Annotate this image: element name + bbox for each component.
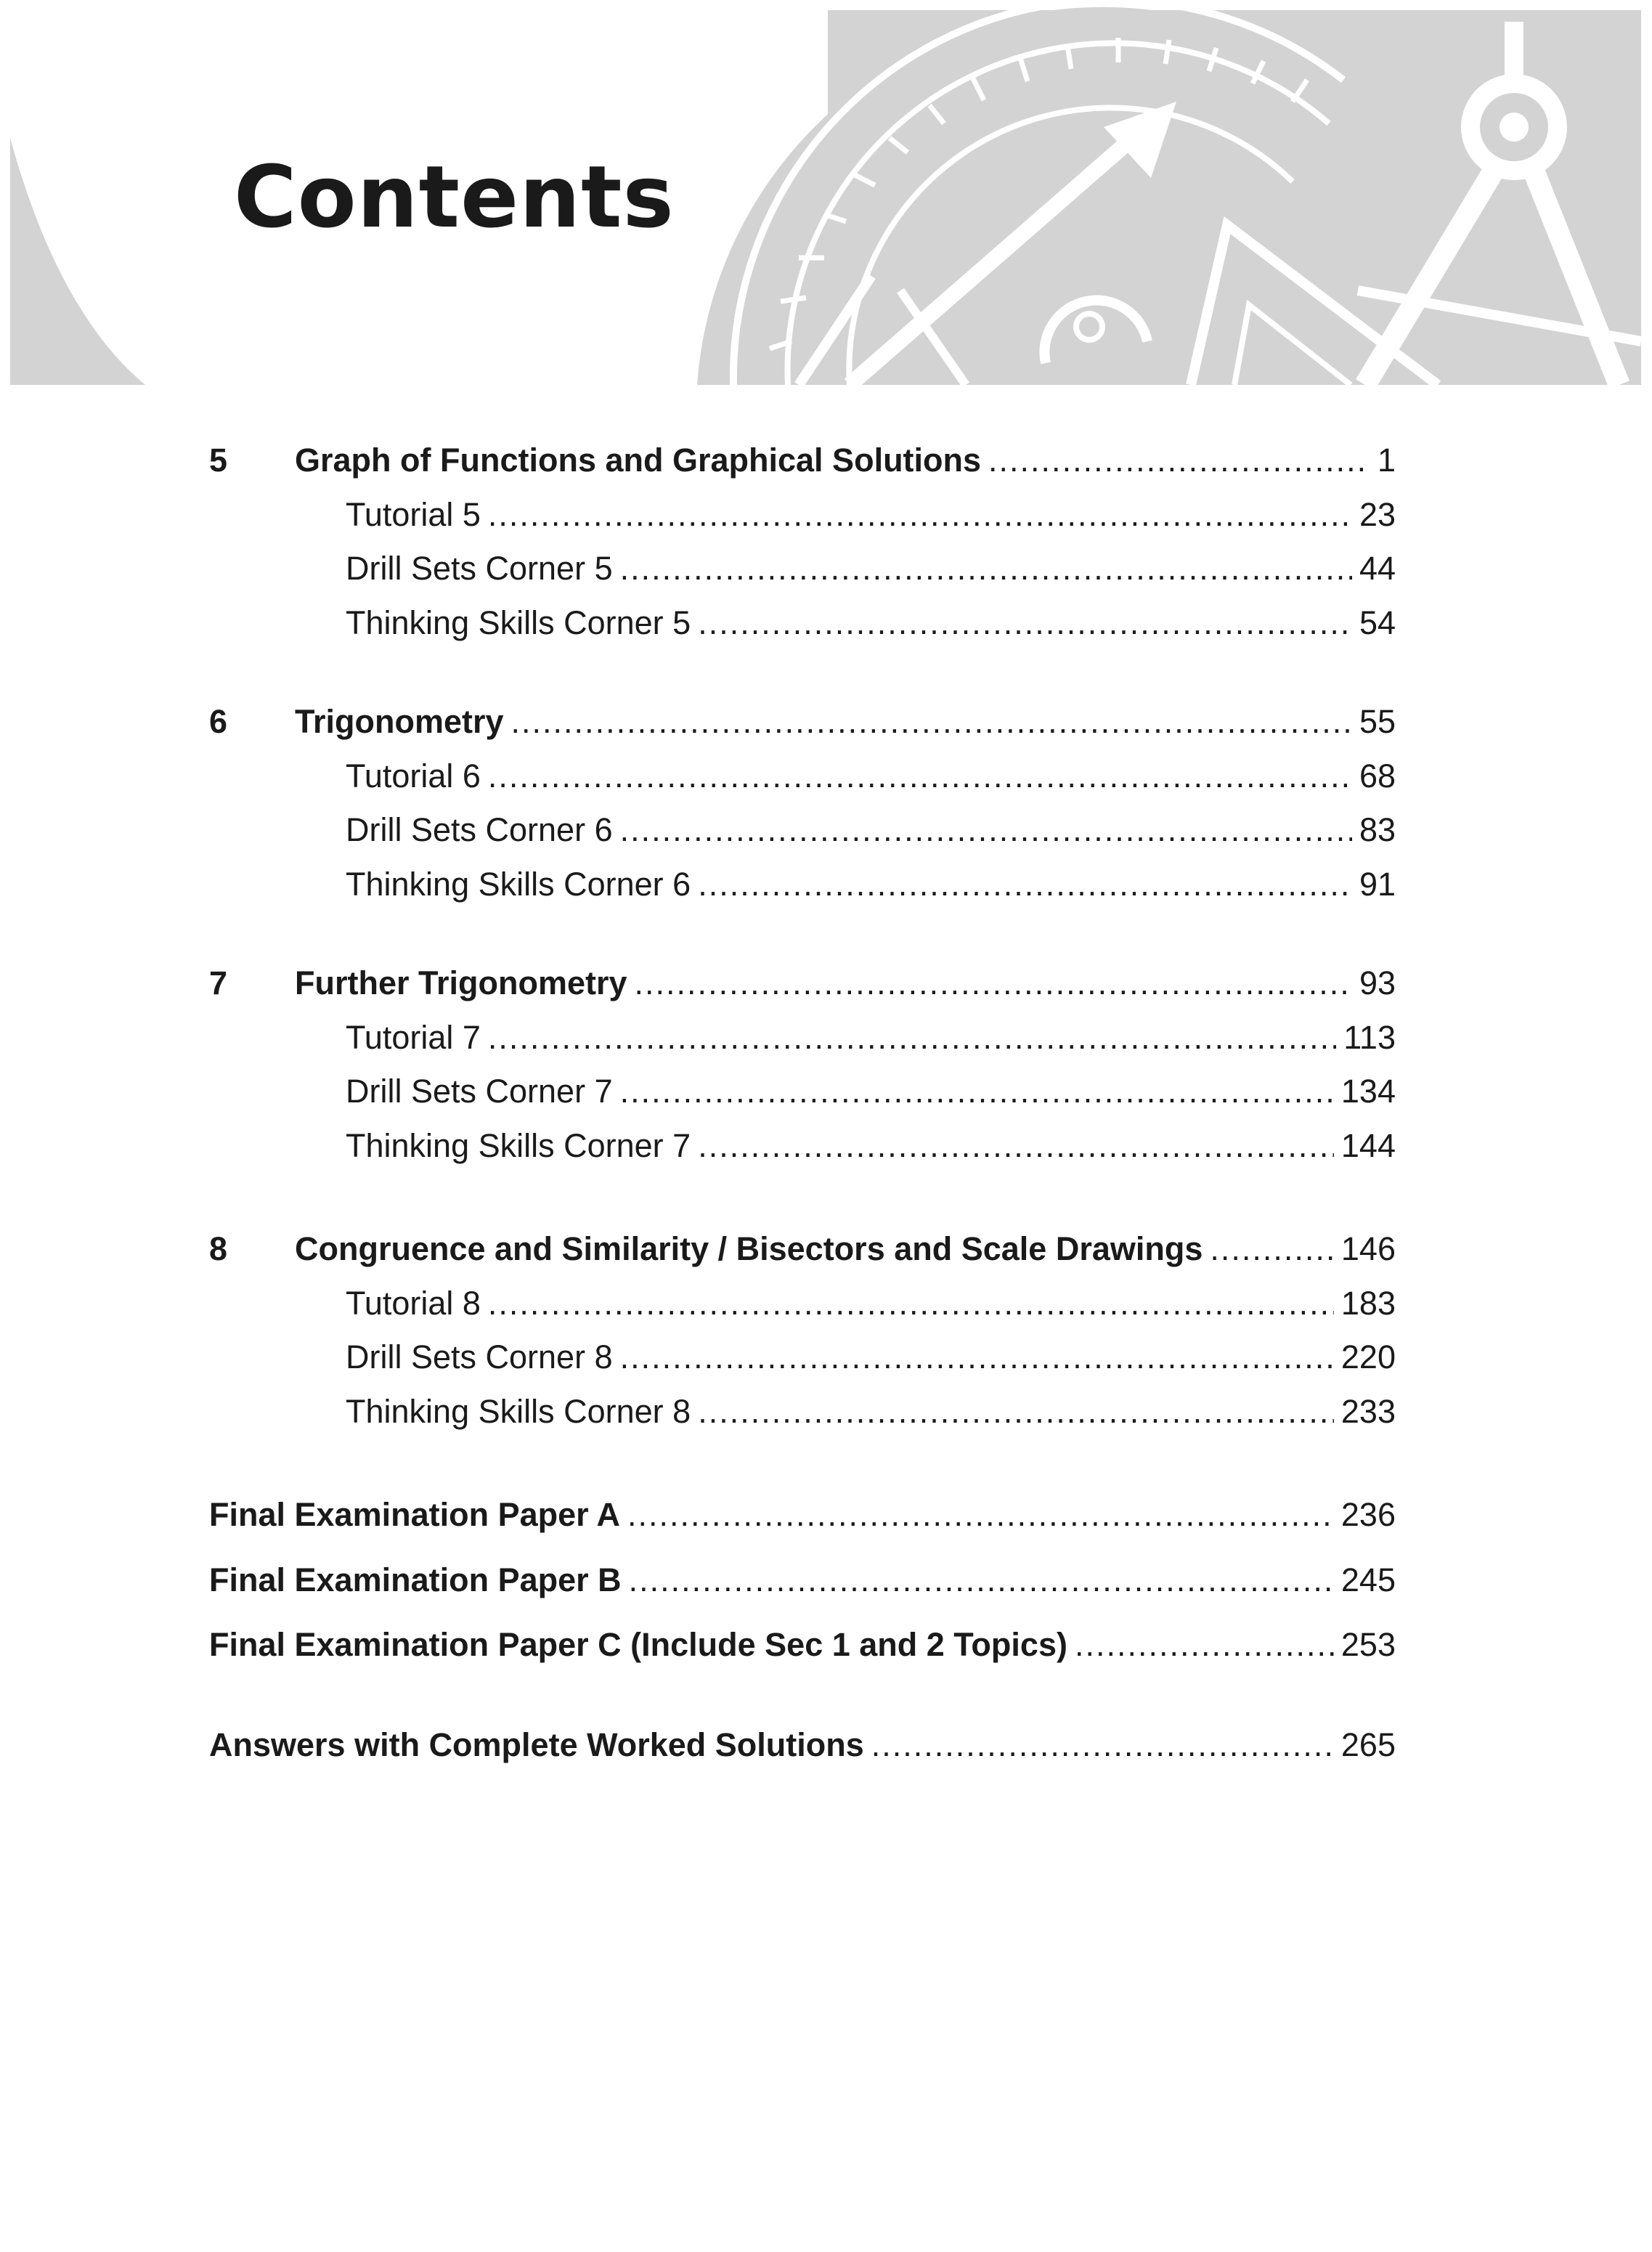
toc-answers[interactable]: [209, 1725, 1396, 1765]
chapter-title: Trigonometry: [295, 703, 504, 740]
page-number: 146: [1340, 1230, 1396, 1267]
toc-item-thinking-skills-8[interactable]: [346, 1391, 1396, 1432]
page-number: 183: [1340, 1285, 1396, 1322]
dot-leader: [635, 963, 1352, 1004]
dot-leader: [620, 1337, 1334, 1378]
dot-leader: [871, 1725, 1334, 1765]
page-number: 55: [1359, 703, 1396, 740]
toc-item-thinking-skills-5[interactable]: [346, 603, 1396, 643]
toc-item-drill-sets-8[interactable]: [346, 1337, 1396, 1378]
chapter-title: Congruence and Similarity / Bisectors and Scale Drawings: [295, 1230, 1203, 1267]
item-title: Drill Sets Corner 8: [346, 1338, 613, 1375]
dot-leader: [627, 1495, 1334, 1535]
item-title: Tutorial 5: [346, 496, 481, 533]
dot-leader: [488, 1283, 1334, 1324]
chapter-number: 6: [209, 703, 228, 740]
chapter-title: Further Trigonometry: [295, 964, 627, 1001]
dot-leader: [1210, 1229, 1334, 1269]
page-number: 91: [1359, 866, 1396, 903]
answers-title: Answers with Complete Worked Solutions: [209, 1726, 864, 1763]
item-title: Thinking Skills Corner 8: [346, 1393, 691, 1430]
page-number: 93: [1359, 964, 1396, 1001]
dot-leader: [488, 1017, 1336, 1058]
toc-chapter-5[interactable]: [209, 440, 1396, 481]
chapter-number: 5: [209, 442, 228, 479]
dot-leader: [629, 1560, 1334, 1601]
chapter-number: 7: [209, 964, 228, 1001]
toc-item-tutorial-8[interactable]: [346, 1283, 1396, 1324]
page-number: 1: [1377, 442, 1396, 479]
item-title: Thinking Skills Corner 7: [346, 1127, 691, 1164]
toc-exam-paper-a[interactable]: [209, 1495, 1396, 1535]
exam-title: Final Examination Paper C (Include Sec 1 and 2 Topics): [209, 1626, 1067, 1663]
dot-leader: [511, 702, 1352, 742]
chapter-title: Graph of Functions and Graphical Solutions: [295, 442, 982, 479]
page-number: 245: [1340, 1561, 1396, 1598]
dot-leader: [698, 864, 1352, 905]
page-number: 233: [1340, 1393, 1396, 1430]
page-number: 134: [1340, 1073, 1396, 1110]
dot-leader: [488, 495, 1352, 535]
toc-item-tutorial-5[interactable]: [346, 495, 1396, 535]
item-title: Drill Sets Corner 7: [346, 1073, 613, 1110]
page-number: 253: [1340, 1626, 1396, 1663]
dot-leader: [698, 603, 1352, 643]
toc-item-thinking-skills-7[interactable]: [346, 1126, 1396, 1166]
dot-leader: [620, 1071, 1334, 1112]
page-number: 23: [1359, 496, 1396, 533]
page-number: 144: [1340, 1127, 1396, 1164]
toc-item-drill-sets-5[interactable]: [346, 548, 1396, 589]
page-number: 54: [1359, 604, 1396, 641]
toc-exam-paper-c[interactable]: [209, 1625, 1396, 1665]
toc-item-drill-sets-6[interactable]: [346, 810, 1396, 850]
page-number: 265: [1340, 1726, 1396, 1763]
item-title: Thinking Skills Corner 6: [346, 866, 691, 903]
toc-item-thinking-skills-6[interactable]: [346, 864, 1396, 905]
page-number: 113: [1343, 1019, 1396, 1056]
page-number: 236: [1340, 1496, 1396, 1533]
toc-chapter-6[interactable]: [209, 702, 1396, 742]
toc-chapter-8[interactable]: [209, 1229, 1396, 1269]
toc-item-drill-sets-7[interactable]: [346, 1071, 1396, 1112]
page-number: 44: [1359, 550, 1396, 587]
toc-exam-paper-b[interactable]: [209, 1560, 1396, 1601]
dot-leader: [698, 1126, 1334, 1166]
dot-leader: [488, 756, 1352, 797]
dot-leader: [620, 548, 1352, 589]
item-title: Thinking Skills Corner 5: [346, 604, 691, 641]
item-title: Tutorial 6: [346, 757, 481, 794]
exam-title: Final Examination Paper A: [209, 1496, 620, 1533]
toc-item-tutorial-7[interactable]: [346, 1017, 1396, 1058]
chapter-number: 8: [209, 1230, 228, 1267]
dot-leader: [988, 440, 1370, 481]
dot-leader: [620, 810, 1352, 850]
item-title: Drill Sets Corner 6: [346, 811, 613, 848]
page-number: 220: [1340, 1338, 1396, 1375]
dot-leader: [698, 1391, 1334, 1432]
item-title: Drill Sets Corner 5: [346, 550, 613, 587]
toc-item-tutorial-6[interactable]: [346, 756, 1396, 797]
page-title: Contents: [234, 147, 675, 247]
page-number: 68: [1359, 757, 1396, 794]
dot-leader: [1075, 1625, 1334, 1665]
exam-title: Final Examination Paper B: [209, 1561, 622, 1598]
page-number: 83: [1359, 811, 1396, 848]
left-corner-shape: [10, 138, 145, 385]
item-title: Tutorial 7: [346, 1019, 481, 1056]
item-title: Tutorial 8: [346, 1285, 481, 1322]
toc-chapter-7[interactable]: [209, 963, 1396, 1004]
